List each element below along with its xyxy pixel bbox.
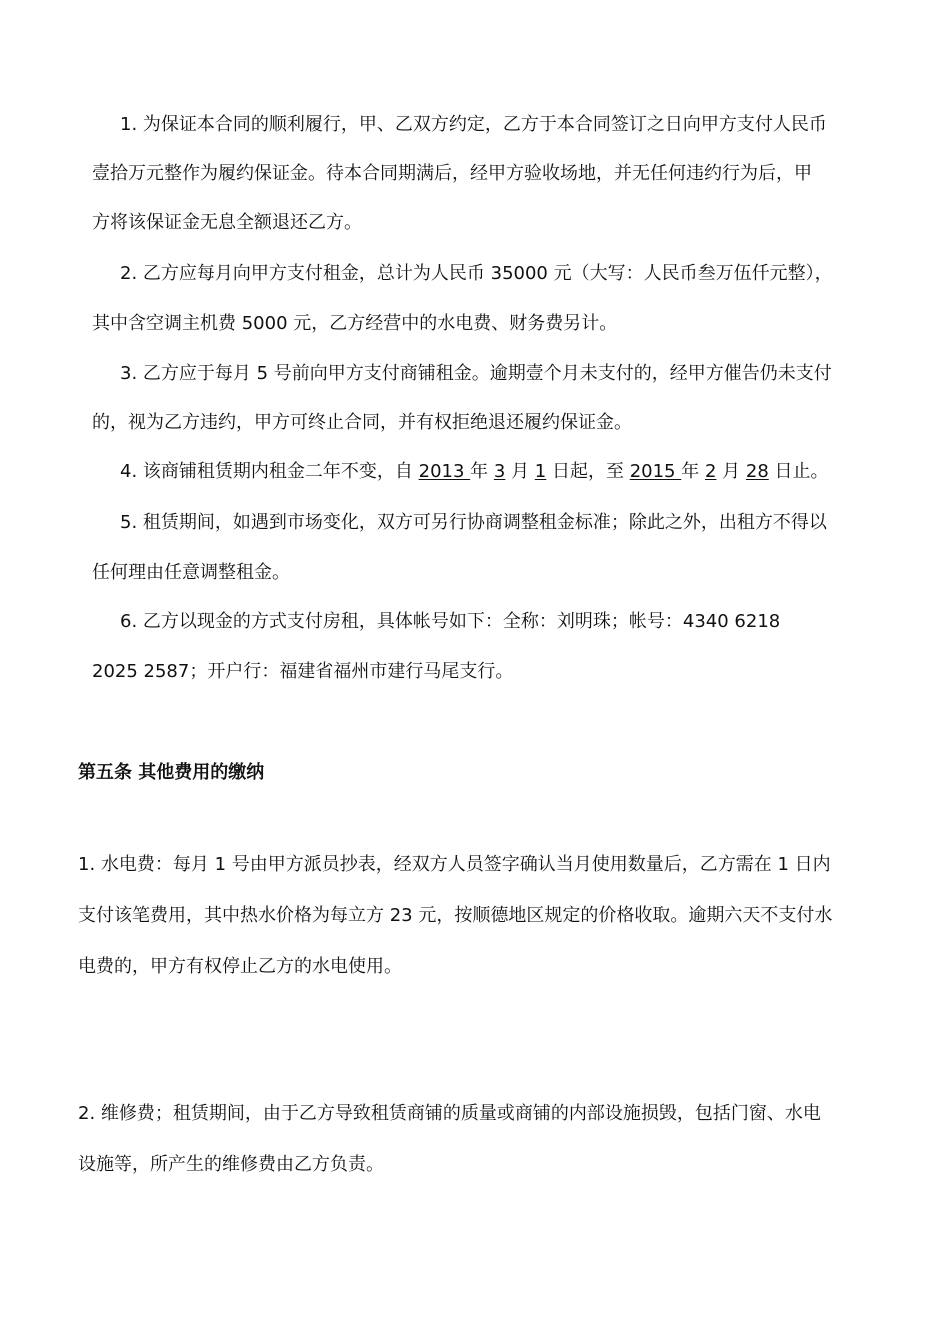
end-year: 2015	[629, 461, 682, 482]
year-label: 年	[470, 461, 494, 482]
clause-5-line-2: 任何理由任意调整租金。	[92, 562, 290, 583]
item-1-line-1: 1. 水电费：每月 1 号由甲方派员抄表，经双方人员签字确认当月使用数量后，乙方需在 1 日内	[78, 854, 831, 875]
clause-6-line-1: 6. 乙方以现金的方式支付房租，具体帐号如下：全称：刘明珠；帐号：4340 6218	[120, 611, 781, 632]
day-label: 日起，至	[546, 461, 630, 482]
clause-1-line-2: 壹拾万元整作为履约保证金。待本合同期满后，经甲方验收场地，并无任何违约行为后，甲	[92, 163, 812, 184]
section-heading: 第五条 其他费用的缴纳	[78, 762, 265, 783]
item-1-line-2: 支付该笔费用，其中热水价格为每立方 23 元，按顺德地区规定的价格收取。逾期六天不支付水	[78, 905, 833, 926]
clause-2-line-2: 其中含空调主机费 5000 元，乙方经营中的水电费、财务费另计。	[92, 313, 618, 334]
clause-1-line-3: 方将该保证金无息全额退还乙方。	[92, 212, 362, 233]
end-day: 28	[745, 461, 769, 482]
clause-3-line-1: 3. 乙方应于每月 5 号前向甲方支付商铺租金。逾期壹个月未支付的，经甲方催告仍未支付	[120, 363, 832, 384]
month-label: 月	[505, 461, 535, 482]
clause-2-line-1: 2. 乙方应每月向甲方支付租金，总计为人民币 35000 元（大写：人民币叁万伍仟元整），	[120, 263, 833, 284]
item-2-line-1: 2. 维修费；租赁期间，由于乙方导致租赁商铺的质量或商铺的内部设施损毁，包括门窗、水电	[78, 1103, 821, 1124]
start-day: 1	[534, 461, 547, 482]
day-label: 日止。	[768, 461, 829, 482]
item-1-line-3: 电费的，甲方有权停止乙方的水电使用。	[78, 956, 402, 977]
year-label: 年	[681, 461, 705, 482]
clause-4-line	[120, 460, 829, 484]
clause-6-line-2: 2025 2587；开户行：福建省福州市建行马尾支行。	[92, 661, 514, 682]
month-label: 月	[716, 461, 746, 482]
clause-3-line-2: 的，视为乙方违约，甲方可终止合同，并有权拒绝退还履约保证金。	[92, 412, 632, 433]
item-2-line-2: 设施等，所产生的维修费由乙方负责。	[78, 1154, 384, 1175]
clause-1-line-1: 1. 为保证本合同的顺利履行，甲、乙双方约定，乙方于本合同签订之日向甲方支付人民币	[120, 114, 827, 135]
end-month: 2	[704, 461, 717, 482]
start-year: 2013	[418, 461, 471, 482]
clause-4-prefix: 4. 该商铺租赁期内租金二年不变，自	[120, 461, 419, 482]
clause-5-line-1: 5. 租赁期间，如遇到市场变化，双方可另行协商调整租金标准；除此之外，出租方不得以	[120, 512, 827, 533]
start-month: 3	[493, 461, 506, 482]
